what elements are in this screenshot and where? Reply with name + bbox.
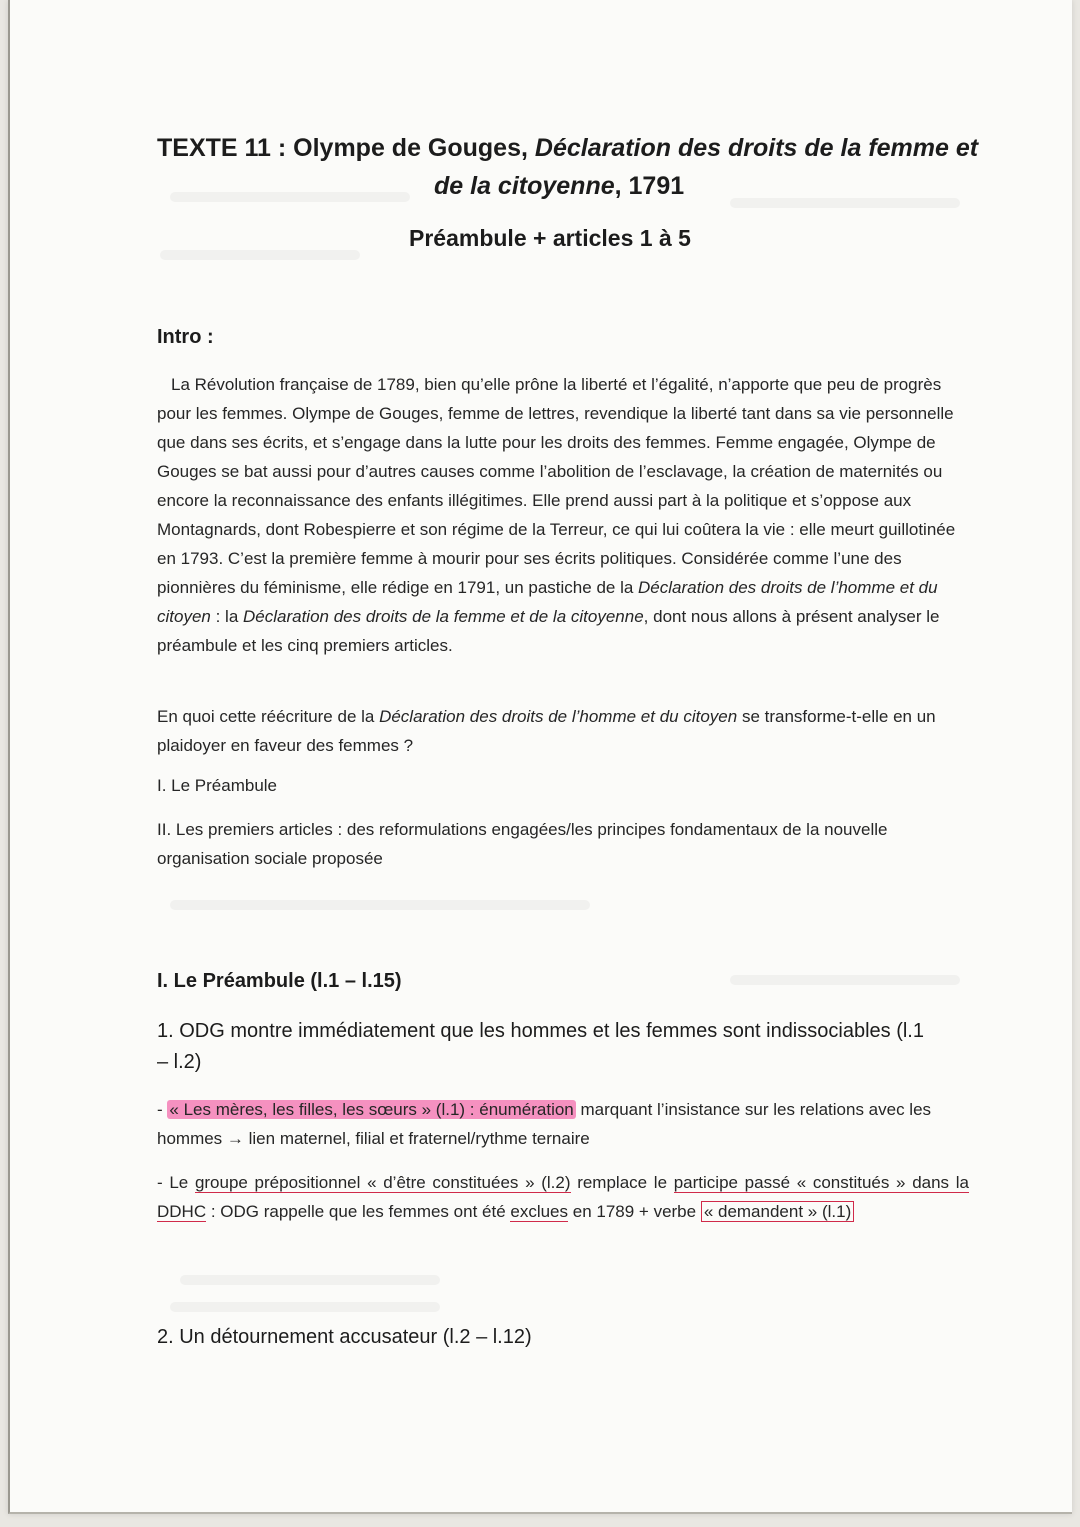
intro-italic-ddfc: Déclaration des droits de la femme et de la citoyenne bbox=[243, 607, 644, 626]
document-title-line-1 bbox=[157, 134, 978, 163]
underlined-term-3: exclues bbox=[510, 1202, 569, 1221]
analysis-bullet-2 bbox=[157, 1168, 969, 1226]
question-end: se transforme-t-elle en un plaidoyer en faveur des femmes ? bbox=[157, 707, 936, 755]
title-italic-part-2: de la citoyenne bbox=[434, 172, 615, 200]
show-through-mark bbox=[160, 250, 360, 260]
intro-heading: Intro : bbox=[157, 326, 214, 348]
bullet-2-mid-1: remplace le bbox=[570, 1173, 674, 1192]
highlighted-quote: « Les mères, les filles, les sœurs » (l.1) : énumération bbox=[169, 1100, 574, 1119]
show-through-mark bbox=[170, 1302, 440, 1312]
section-1-heading: I. Le Préambule (l.1 – l.15) bbox=[157, 970, 402, 992]
intro-text-3: , dont nous allons à présent analyser le préambule et les cinq premiers articles. bbox=[157, 607, 940, 655]
bullet-2-start: - Le bbox=[157, 1173, 195, 1192]
show-through-mark bbox=[730, 975, 960, 985]
subsection-1-heading: 1. ODG montre immédiatement que les hommes et les femmes sont indissociables (l.1 – l.2) bbox=[157, 1020, 924, 1073]
title-prefix: TEXTE 11 : Olympe de Gouges, bbox=[157, 134, 535, 162]
analysis-bullet-1 bbox=[157, 1095, 969, 1153]
title-italic-part-1: Déclaration des droits de la femme et bbox=[534, 134, 979, 162]
show-through-mark bbox=[730, 198, 960, 208]
title-year: , 1791 bbox=[614, 172, 685, 200]
plan-item-2: II. Les premiers articles : des reformulations engagées/les principes fondamentaux de la nouvelle organisation sociale proposée bbox=[157, 820, 888, 868]
underlined-term-2: participe passé « constitués » dans la DDHC bbox=[157, 1173, 969, 1221]
bullet-1-text: marquant l’insistance sur les relations avec les hommes → lien maternel, filial et fraternel/rythme ternaire bbox=[157, 1100, 932, 1148]
show-through-mark bbox=[180, 1275, 440, 1285]
bullet-dash: - bbox=[157, 1100, 168, 1119]
intro-paragraph bbox=[157, 370, 969, 660]
document-page bbox=[8, 0, 1072, 1514]
intro-italic-ddhc: Déclaration des droits de l’homme et du citoyen bbox=[157, 578, 938, 626]
show-through-mark bbox=[170, 192, 410, 202]
intro-text-2: : la bbox=[210, 607, 243, 626]
question-start: En quoi cette réécriture de la bbox=[157, 707, 380, 726]
intro-text-1: La Révolution française de 1789, bien qu’elle prône la liberté et l’égalité, n’apporte que peu de progrès pour les femmes. Olympe de Gouges, femme de lettres, revendique la liberté tant dans sa vie personnelle que dans ses écrits, et s’engage dans la lutte pour les droits des femmes. Femme engagée, Olympe de Gouges se bat aussi pour d’autres causes comme l’abolition de l’esclavage, la création de maternités ou encore la reconnaissance des enfants illégitimes. Elle prend aussi part à la politique et s’oppose aux Montagnards, dont Robespierre et son régime de la Terreur, ce qui lui coûtera la vie : elle meurt guillotinée en 1793. C’est la première femme à mourir pour ses écrits politiques. Considérée comme l’une des pionnières du féminisme, elle rédige en 1791, un pastiche de la bbox=[157, 375, 956, 597]
problematique bbox=[157, 702, 969, 760]
underlined-term-1: groupe prépositionnel « d’être constituées » (l.2) bbox=[194, 1173, 571, 1192]
bullet-2-mid-2: : ODG rappelle que les femmes ont été bbox=[206, 1202, 511, 1221]
boxed-quote: « demandent » (l.1) bbox=[701, 1201, 854, 1222]
show-through-mark bbox=[170, 900, 590, 910]
document-title-line-2 bbox=[434, 172, 684, 201]
plan-item-1: I. Le Préambule bbox=[157, 776, 278, 795]
document-subtitle: Préambule + articles 1 à 5 bbox=[409, 225, 691, 251]
subsection-2-heading: 2. Un détournement accusateur (l.2 – l.12) bbox=[157, 1326, 532, 1348]
question-italic: Déclaration des droits de l’homme et du citoyen bbox=[379, 707, 738, 726]
bullet-2-mid-3: en 1789 + verbe bbox=[568, 1202, 701, 1221]
